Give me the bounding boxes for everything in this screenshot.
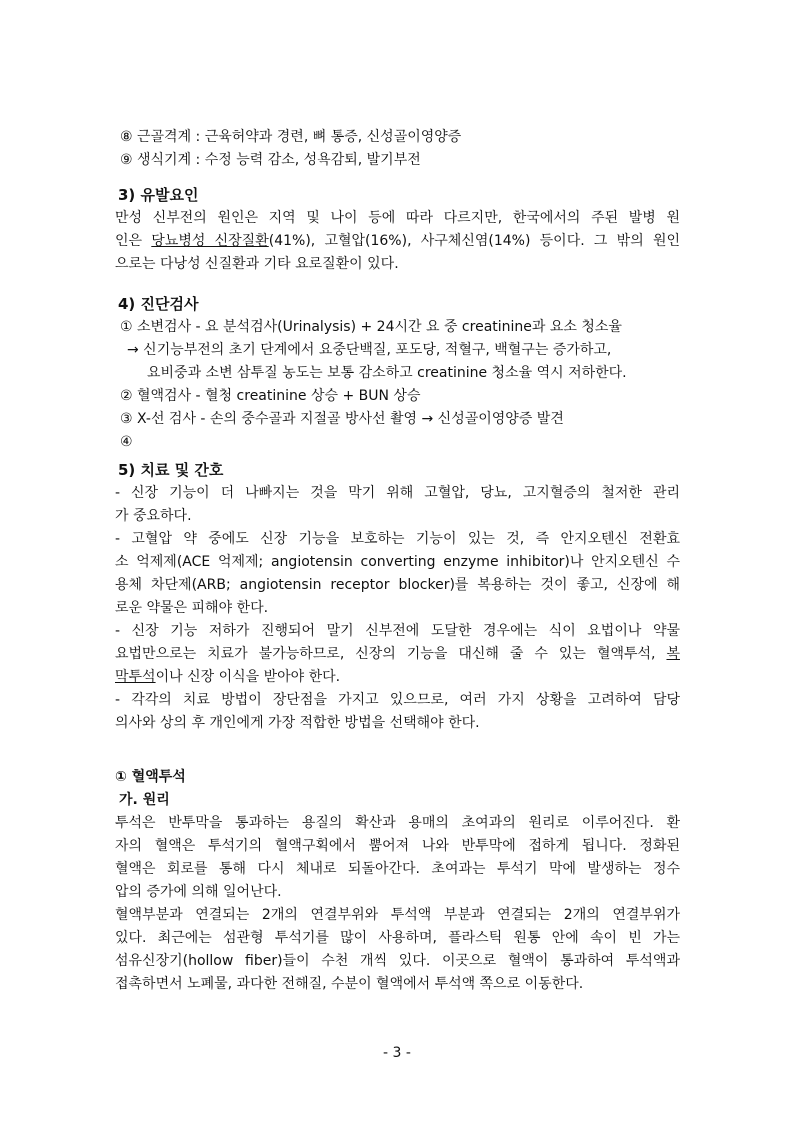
- treatment-p4-line-1: - 각각의 치료 방법이 장단점을 가지고 있으므로, 여러 가지 상황을 고려하여 담당: [115, 692, 680, 708]
- treatment-p4-line-2: 의사와 상의 후 개인에게 가장 적합한 방법을 선택해야 한다.: [115, 715, 480, 731]
- treatment-section: [115, 459, 680, 735]
- causes-section: [115, 184, 680, 276]
- diabetic-kidney-disease-term: 당뇨병성 신장질환: [151, 233, 269, 249]
- treatment-heading: 5) 치료 및 간호: [118, 461, 224, 479]
- list-item-musculoskeletal: ⑧ 근골격계 : 근육허약과 경련, 뼈 통증, 신성골이영양증: [120, 129, 462, 145]
- causes-heading: 3) 유발요인: [118, 186, 199, 204]
- treatment-p3-line-3: [115, 666, 680, 689]
- treatment-p2-line-1: - 고혈압 약 중에도 신장 기능을 보호하는 기능이 있는 것, 즉 안지오텐신 전환효: [115, 531, 680, 547]
- principle-p2-line-3: 섬유신장기(hollow fiber)들이 수천 개씩 있다. 이곳으로 혈액이 통과하여 투석액과: [115, 953, 680, 969]
- peritoneal-dialysis-term-start: 복: [666, 646, 680, 662]
- principle-p1-line-4: 압의 증가에 의해 일어난다.: [115, 884, 282, 900]
- diagnosis-item-urine-arrow: → 신기능부전의 초기 단계에서 요중단백질, 포도당, 적혈구, 백혈구는 증가하고,: [127, 342, 612, 358]
- principle-p1-line-1: 투석은 반투막을 통과하는 용질의 확산과 용매의 초여과의 원리로 이루어진다. 환: [115, 815, 680, 831]
- principle-p2-line-1: 혈액부분과 연결되는 2개의 연결부위와 투석액 부분과 연결되는 2개의 연결부위가: [115, 907, 680, 923]
- treatment-p2-line-3: 용체 차단제(ARB; angiotensin receptor blocker)를 복용하는 것이 좋고, 신장에 해: [115, 577, 680, 593]
- causes-line-1: 만성 신부전의 원인은 지역 및 나이 등에 따라 다르지만, 한국에서의 주된 발병 원: [115, 210, 680, 226]
- causes-line-3: 으로는 다낭성 신질환과 기타 요로질환이 있다.: [115, 256, 399, 272]
- treatment-p2-line-2: 소 억제제(ACE 억제제; angiotensin converting enzyme inhibitor)나 안지오텐신 수: [115, 554, 680, 570]
- causes-line-2-start: 인은: [115, 233, 152, 249]
- diagnosis-heading: 4) 진단검사: [118, 295, 199, 313]
- causes-line-2: [115, 230, 680, 253]
- body-systems-list: [115, 126, 680, 172]
- list-item-reproductive: ⑨ 생식기계 : 수정 능력 감소, 성욕감퇴, 발기부전: [120, 152, 421, 168]
- hemodialysis-section: [115, 766, 680, 996]
- treatment-p1-line-1: - 신장 기능이 더 나빠지는 것을 막기 위해 고혈압, 당뇨, 고지혈증의 철저한 관리: [115, 485, 680, 501]
- hemodialysis-heading: ① 혈액투석: [115, 769, 186, 785]
- diagnosis-item-empty: ④: [120, 434, 133, 450]
- principle-p1-line-2: 자의 혈액은 투석기의 혈액구획에서 뿜어져 나와 반투막에 접하게 됩니다. 정화된: [115, 838, 680, 854]
- treatment-p3-line-1: - 신장 기능 저하가 진행되어 말기 신부전에 도달한 경우에는 식이 요법이나 약물: [115, 623, 680, 639]
- diagnosis-item-urine: ① 소변검사 - 요 분석검사(Urinalysis) + 24시간 요 중 creatinine과 요소 청소율: [120, 319, 622, 335]
- page-number: - 3 -: [383, 1045, 411, 1061]
- treatment-p3-line-2: [115, 643, 680, 666]
- diagnosis-item-blood: ② 혈액검사 - 혈청 creatinine 상승 + BUN 상승: [120, 388, 421, 404]
- treatment-p3-line-3-text: 이나 신장 이식을 받아야 한다.: [155, 669, 341, 685]
- diagnosis-section: [115, 293, 680, 454]
- principle-subheading: 가. 원리: [119, 792, 170, 808]
- treatment-p1-line-2: 가 중요하다.: [115, 508, 192, 524]
- treatment-p2-line-4: 로운 약물은 피해야 한다.: [115, 600, 269, 616]
- diagnosis-item-urine-continued: 요비중과 소변 삼투질 농도는 보통 감소하고 creatinine 청소율 역시 저하한다.: [147, 365, 627, 381]
- treatment-p3-line-2-text: 요법만으로는 치료가 불가능하므로, 신장의 기능을 대신해 줄 수 있는 혈액투석,: [115, 646, 667, 662]
- principle-p1-line-3: 혈액은 회로를 통해 다시 체내로 되돌아간다. 초여과는 투석기 막에 발생하는 정수: [115, 861, 680, 877]
- diagnosis-item-xray: ③ X-선 검사 - 손의 중수골과 지절골 방사선 촬영 → 신성골이영양증 발견: [120, 411, 564, 427]
- peritoneal-dialysis-term-end: 막투석: [115, 669, 156, 685]
- principle-p2-line-4: 접촉하면서 노폐물, 과다한 전해질, 수분이 혈액에서 투석액 쪽으로 이동한다.: [115, 976, 584, 992]
- principle-p2-line-2: 있다. 최근에는 섬관형 투석기를 많이 사용하며, 플라스틱 원통 안에 속이 빈 가는: [115, 930, 680, 946]
- causes-line-2-end: (41%), 고혈압(16%), 사구체신염(14%) 등이다. 그 밖의 원인: [268, 233, 680, 249]
